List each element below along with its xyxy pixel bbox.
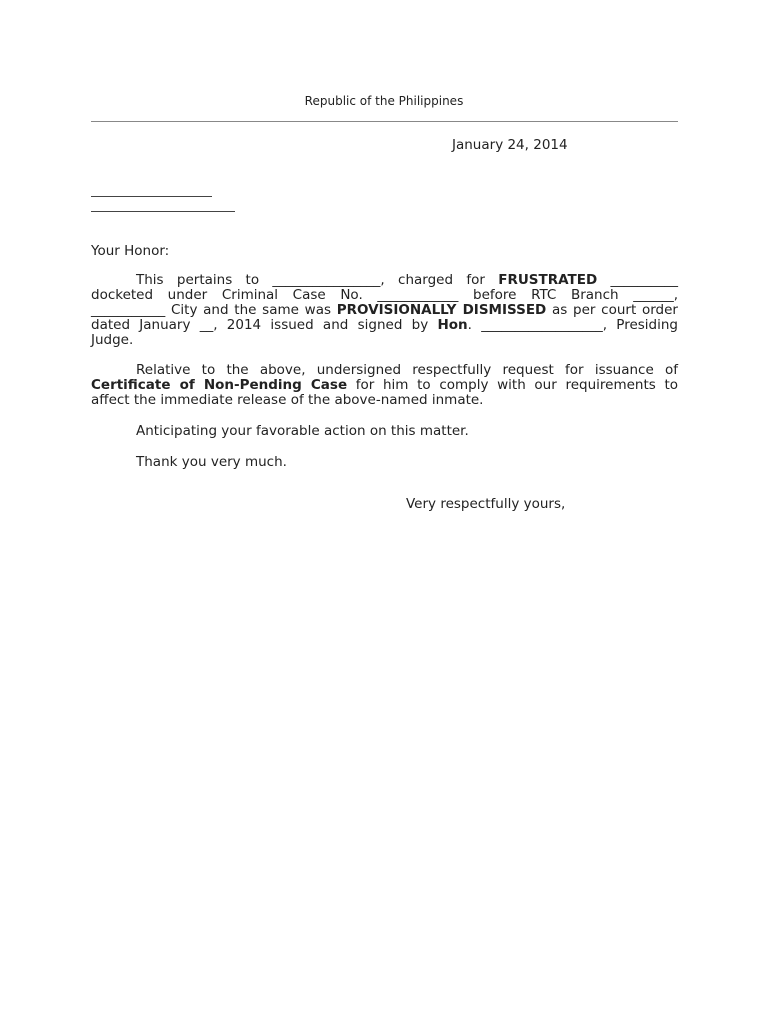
text-run: This pertains to ________________, charged for [136, 272, 499, 288]
letter-header: Republic of the Philippines [304, 94, 464, 108]
bold-text: Hon [437, 317, 468, 333]
text-run: dated January __, 2014 issued and signed by [91, 317, 438, 333]
bold-text: Certificate of Non-Pending Case [91, 377, 348, 393]
addressee-name-blank [91, 196, 212, 197]
bold-text: PROVISIONALLY DISMISSED [336, 302, 547, 318]
paragraph-anticipation: Anticipating your favorable action on this matter. [136, 423, 469, 439]
closing-line: Very respectfully yours, [406, 496, 566, 512]
paragraph-line [91, 318, 678, 333]
paragraph-line: Judge. [91, 332, 134, 348]
salutation: Your Honor: [91, 243, 170, 259]
text-run: . __________________, Presiding [467, 317, 678, 333]
letter-date: January 24, 2014 [452, 137, 568, 153]
paragraph-request [91, 363, 678, 408]
text-run: for him to comply with our requirements to [347, 377, 678, 393]
paragraph-line: affect the immediate release of the above-named inmate. [91, 392, 484, 408]
text-run: as per court order [546, 302, 678, 318]
paragraph-line: docketed under Criminal Case No. ____________ before RTC Branch ______, [91, 287, 678, 303]
paragraph-case-details [91, 273, 678, 348]
text-run: __________ [597, 272, 678, 288]
text-run: ___________ City and the same was [91, 302, 337, 318]
header-divider [91, 121, 678, 122]
paragraph-line [91, 378, 678, 393]
paragraph-line [91, 273, 678, 288]
paragraph-line: Relative to the above, undersigned respectfully request for issuance of [136, 362, 678, 378]
paragraph-thanks: Thank you very much. [136, 454, 287, 470]
addressee-title-blank [91, 211, 235, 212]
paragraph-line [91, 303, 678, 318]
bold-text: FRUSTRATED [498, 272, 598, 288]
